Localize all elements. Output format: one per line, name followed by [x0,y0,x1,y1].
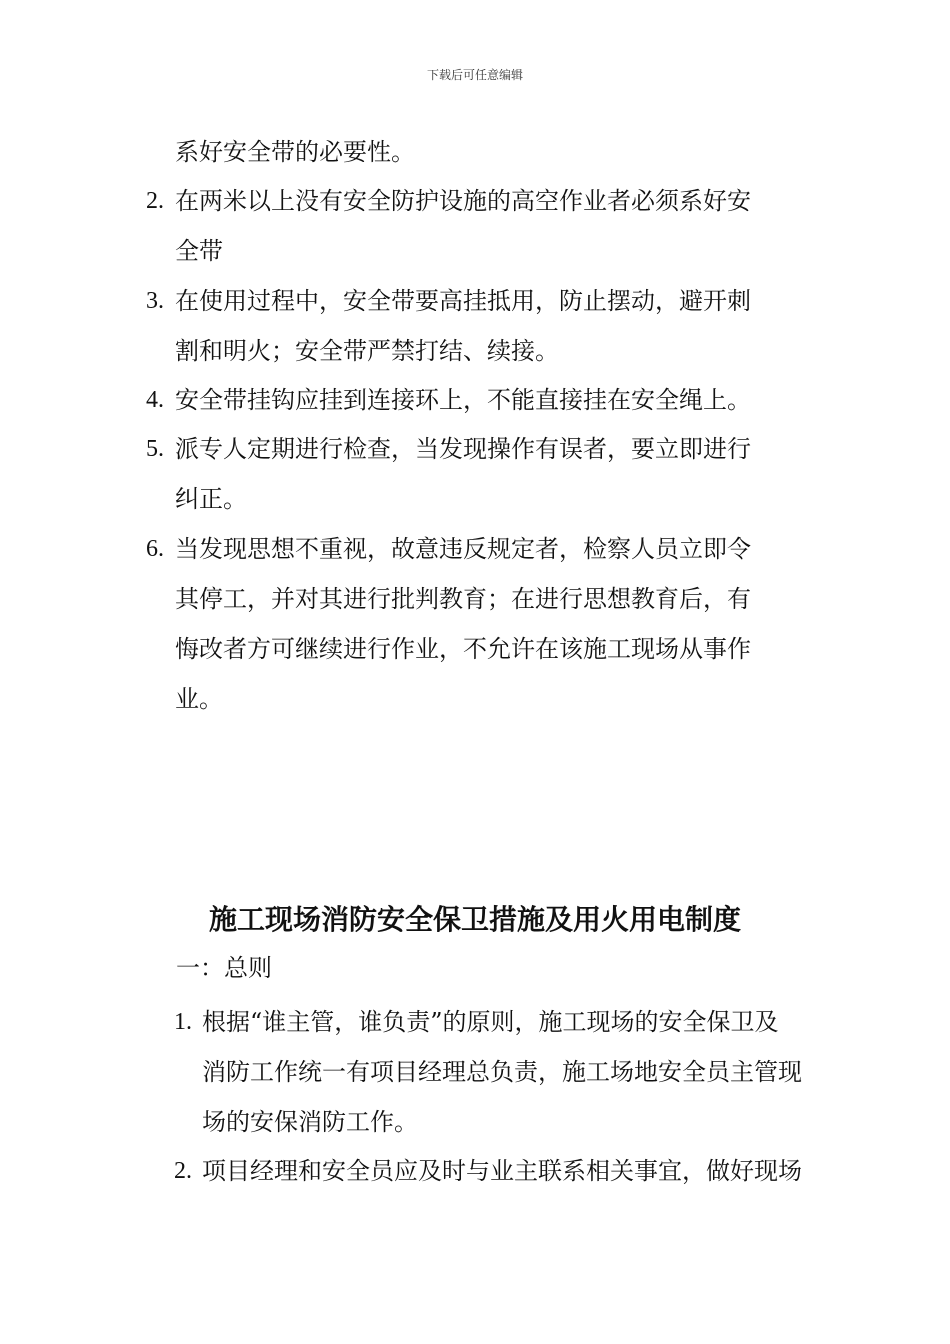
item-number: 4. [146,387,164,413]
item-line: 全带 [175,237,223,265]
item-number: 5. [146,436,164,462]
page-header: 下载后可任意编辑 [426,68,523,82]
section-title: 施工现场消防安全保卫措施及用火用电制度 [208,903,741,936]
continuation-line: 系好安全带的必要性。 [175,138,415,166]
item-number: 2. [146,188,164,214]
item-line: 割和明火；安全带严禁打结、续接。 [175,337,559,365]
item-line: 根据“谁主管，谁负责”的原则，施工现场的安全保卫及 [202,1008,779,1036]
item-line: 项目经理和安全员应及时与业主联系相关事宜，做好现场 [202,1157,802,1185]
item-line: 在两米以上没有安全防护设施的高空作业者必须系好安 [175,187,751,215]
item-line: 安全带挂钩应挂到连接环上，不能直接挂在安全绳上。 [175,386,751,414]
item-line: 派专人定期进行检查，当发现操作有误者，要立即进行 [175,435,751,463]
item-line: 场的安保消防工作。 [202,1108,418,1136]
item-number: 2. [174,1158,192,1184]
item-line: 当发现思想不重视，故意违反规定者，检察人员立即令 [175,535,751,563]
item-line: 消防工作统一有项目经理总负责，施工场地安全员主管现 [202,1058,802,1086]
item-number: 6. [146,536,164,562]
item-number: 3. [146,288,164,314]
item-number: 1. [174,1009,192,1035]
item-line: 其停工，并对其进行批判教育；在进行思想教育后，有 [175,585,751,613]
item-line: 纠正。 [175,485,247,513]
subsection-heading: 一：总则 [176,954,272,982]
item-line: 悔改者方可继续进行作业，不允许在该施工现场从事作 [175,635,751,663]
item-line: 在使用过程中，安全带要高挂抵用，防止摆动，避开刺 [175,287,751,315]
item-line: 业。 [175,685,223,713]
